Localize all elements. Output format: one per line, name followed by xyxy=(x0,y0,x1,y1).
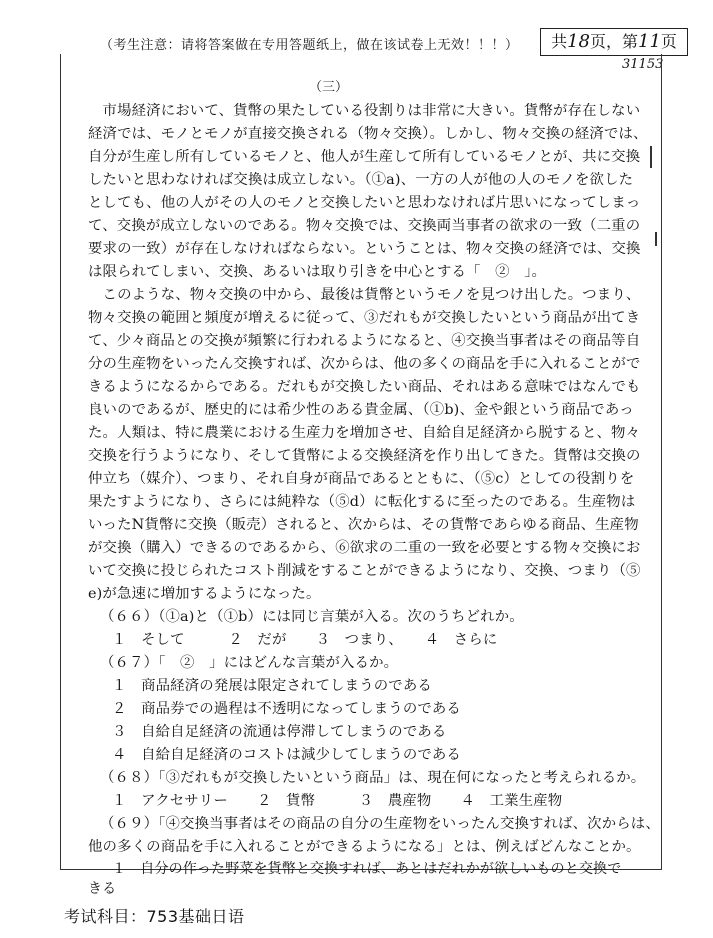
passage-line: いったN貨幣に交換（販売）されると、次からは、その貨幣であらゆる商品、生産物 xyxy=(88,517,639,533)
page-mid: 页，第 xyxy=(589,32,638,51)
passage-line: きるようになるからである。だれもが交換したい商品、それはある意味ではなんでも xyxy=(88,379,641,395)
passage-line: このような、物々交換の中から、最後は貨幣というモノを見つけ出した。つまり、 xyxy=(88,287,641,303)
passage-line: て、交換が成立しないのである。物々交換では、交換両当事者の欲求の一致（二重の xyxy=(88,218,641,234)
question-69-continued: 他の多くの商品を手に入れることができるようになる」とは、例えばどんなことか。 xyxy=(88,839,641,855)
question-67-option: ２ 商品券での過程は不透明になってしまうのである xyxy=(112,701,461,717)
question-69: （６９）「④交換当事者はその商品の自分の生産物をいったん交換すれば、次からは、 xyxy=(100,816,660,832)
passage-line: 自分が生産し所有しているモノと、他人が生産して所有しているモノとが、共に交換 xyxy=(88,149,641,165)
margin-mark xyxy=(655,232,657,246)
page-suffix: 页 xyxy=(660,32,677,51)
question-67-option: １ 商品経済の発展は限定されてしまうのである xyxy=(112,678,432,694)
passage-line: た。人類は、特に農業における生産力を増加させ、自給自足経済から脱すると、物々 xyxy=(88,425,641,441)
question-69-option: １ 自分の作った野菜を貨幣と交換すれば、あとはだれかが欲しいものと交換で xyxy=(112,861,622,877)
exam-code: 31153 xyxy=(622,57,664,72)
passage-line: 良いのであるが、歴史的には希少性のある貴金属、（①b)、金や銀という商品であっ xyxy=(88,402,634,418)
total-pages: 18 xyxy=(567,31,590,52)
question-69-option-continued: きる xyxy=(88,881,117,897)
question-68-options: １ アクセサリー ２ 貨幣 ３ 農産物 ４ 工業生産物 xyxy=(112,793,563,809)
passage-line: 交換を行うようになり、そして貨幣による交換経済を作り出してきた。貨幣は交換の xyxy=(88,448,641,464)
passage-line: て、少々商品との交換が頻繁に行われるようになると、④交換当事者はその商品等自 xyxy=(88,333,641,349)
passage-line: 市場経済において、貨幣の果たしている役割りは非常に大きい。貨幣が存在しない xyxy=(88,103,641,119)
passage-line: 分の生産物をいったん交換すれば、次からは、他の多くの商品を手に入れることがで xyxy=(88,356,641,372)
page-counter xyxy=(540,28,688,56)
passage-line: したいと思わなければ交換は成立しない。（①a)、一方の人が他の人のモノを欲した xyxy=(88,172,634,188)
exam-subject-footer: 考试科目：753基础日语 xyxy=(64,907,245,926)
passage-line: が交換（購入）できるのであるから、⑥欲求の二重の一致を必要とする物々交換にお xyxy=(88,540,641,556)
exam-notice: （考生注意：请将答案做在专用答题纸上，做在该试卷上无效！！！） xyxy=(100,38,519,53)
question-67-option: ４ 自給自足経済のコストは減少してしまうのである xyxy=(112,747,461,763)
page-prefix: 共 xyxy=(551,32,568,51)
passage-line: いて交換に投じられたコスト削減をすることができるようになり、交換、つまり（⑤ xyxy=(88,563,641,579)
passage-line: e)が急速に増加するようになった。 xyxy=(88,586,321,602)
passage-line: 果たすようになり、さらには純粋な（⑤d）に転化するに至ったのである。生産物は xyxy=(88,494,636,510)
margin-mark xyxy=(650,146,652,168)
passage-line: 経済では、モノとモノが直接交換される（物々交換）。しかし、物々交換の経済では、 xyxy=(88,126,648,142)
question-66: （６６）（①a)と（①b）には同じ言葉が入る。次のうちどれか。 xyxy=(100,609,524,625)
passage-line: 仲立ち（媒介）、つまり、それ自身が商品であるとともに、（⑤c）としての役割りを xyxy=(88,471,635,487)
question-67: （６７）「 ② 」にはどんな言葉が入るか。 xyxy=(100,655,399,671)
passage-line: 要求の一致）が存在しなければならない。ということは、物々交換の経済では、交換 xyxy=(88,241,641,257)
passage-line: 物々交換の範囲と頻度が増えるに従って、③だれもが交換したいという商品が出てき xyxy=(88,310,641,326)
question-67-option: ３ 自給自足経済の流通は停滞してしまうのである xyxy=(112,724,447,740)
current-page: 11 xyxy=(638,31,661,52)
passage-line: としても、他の人がその人のモノと交換したいと思わなければ片思いになってしまっ xyxy=(88,195,641,211)
passage-line: は限られてしまい、交換、あるいは取り引きを中心とする「 ② 」。 xyxy=(88,264,547,280)
section-title: （三） xyxy=(309,80,349,95)
question-68: （６８）「③だれもが交換したいという商品」は、現在何になったと考えられるか。 xyxy=(100,770,646,786)
question-66-options: １ そして ２ だが ３ つまり、 ４ さらに xyxy=(112,632,498,648)
